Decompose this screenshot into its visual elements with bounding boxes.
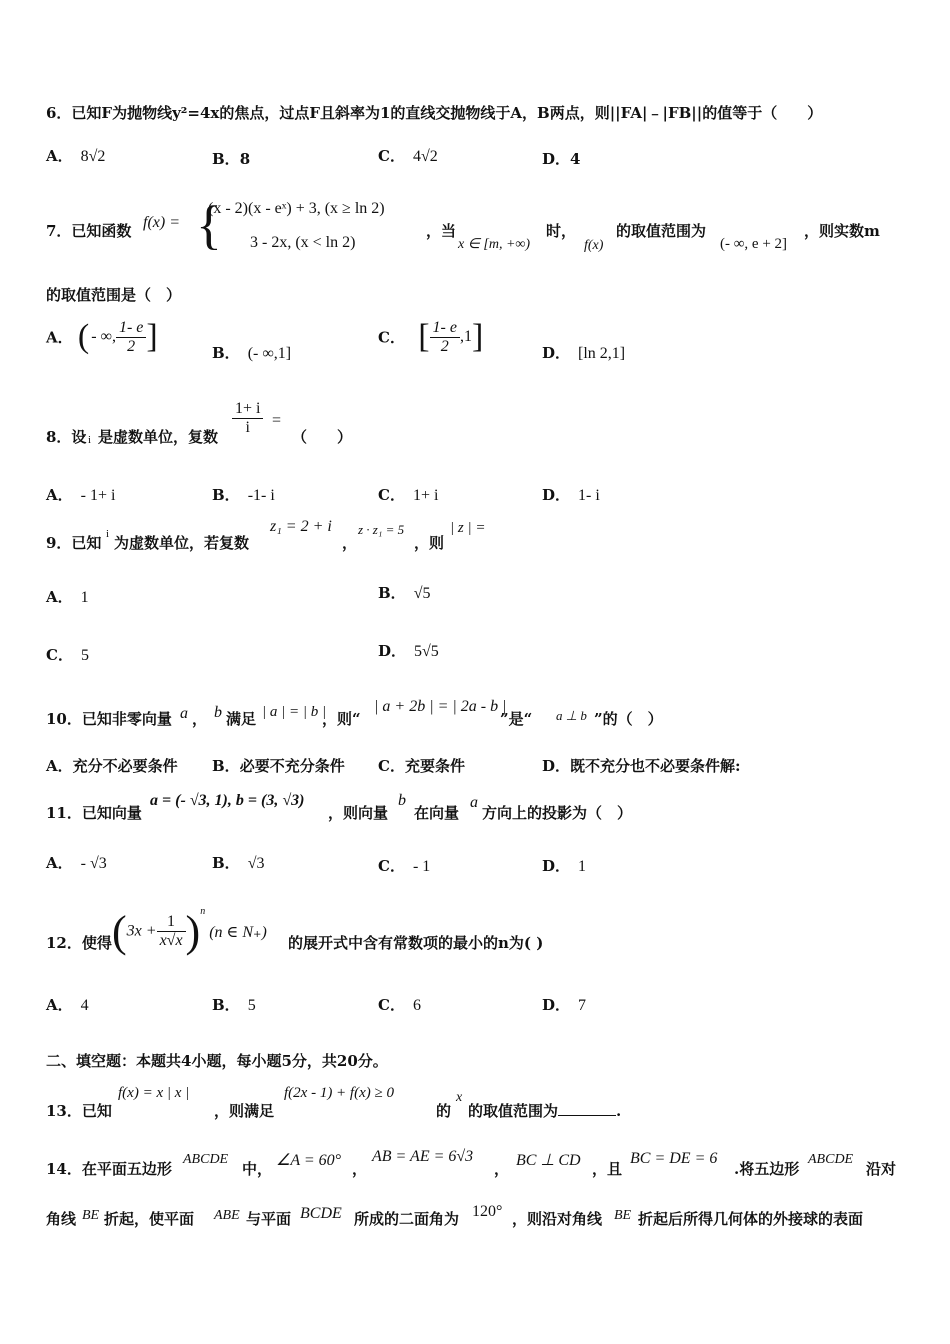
q11-option-b[interactable]: B． √3 [212,854,265,872]
q11-option-d[interactable]: D． 1 [542,857,587,875]
q9-option-c[interactable]: C． 5 [46,646,89,664]
q8-equals: = [272,412,282,429]
q9-option-d[interactable]: D． 5√5 [378,642,439,660]
q14-comma-3: ，且 [592,1160,623,1178]
q13-tail: 的取值范围为 . [468,1102,622,1120]
q14-line2-b: 折起，使平面 [104,1210,195,1228]
question-7-prefix: 7．已知函数 [46,222,132,240]
q12-option-d[interactable]: D． 7 [542,996,587,1014]
question-8-prefix: 8．设 [46,428,87,446]
q7-option-a[interactable]: A． ( - ∞, $\frac{1- e}{2}$ ] [46,318,158,355]
q7-case-2: 3 - 2x, (x < ln 2) [250,234,356,251]
q13-mid2: 的 [436,1102,452,1120]
q14-line2-a: 角线 [46,1210,77,1228]
question-14-prefix: 14．在平面五边形 [46,1160,172,1178]
q14-perp: BC ⊥ CD [516,1152,581,1169]
q7-case-1: (x - 2)(x - eˣ) + 3, (x ≥ ln 2) [208,200,385,217]
q11-mid: ，则向量 [328,804,389,822]
q12-option-c[interactable]: C． 6 [378,996,421,1014]
q12-fraction: $\frac{1}{x√x}$ [157,913,186,950]
q14-bcde: BCDE [300,1205,342,1222]
q14-poly: ABCDE [183,1152,229,1167]
q10-expression: | a + 2b | = | 2a - b | [374,698,507,715]
q14-mid2: .将五边形 [734,1160,800,1178]
q7-option-d[interactable]: D． [ln 2,1] [542,344,626,362]
q11-tail: 方向上的投影为（ ） [482,804,633,822]
q13-x: x [456,1090,463,1105]
q10-option-a[interactable]: A．充分不必要条件 [46,757,178,775]
q10-a: a [180,705,188,722]
q8-option-c[interactable]: C． 1+ i [378,486,439,504]
q7-a-fraction: $\frac{1- e}{2}$ [116,319,146,356]
q7-range: (- ∞, e + 2] [720,236,788,252]
q14-tail-1: 沿对 [866,1160,897,1178]
q10-perp: a ⊥ b [556,708,587,723]
q10-condition: | a | = | b | [262,704,327,720]
q9-z1: z₁ = 2 + i [270,518,332,535]
q11-vectors: a = (- √3, 1), b = (3, √3) [150,792,305,809]
q10-is: ”是“ [500,710,533,728]
q6-option-c[interactable]: C． 4√2 [378,147,438,165]
q9-product: z · z₁ = 5 [358,522,405,537]
q6-option-d[interactable]: D．4 [542,150,581,168]
q13-mid: ，则满足 [214,1102,275,1120]
q14-be: BE [82,1208,100,1223]
q9-option-a[interactable]: A． 1 [46,588,89,606]
q8-option-d[interactable]: D． 1- i [542,486,600,504]
q7-brace: { [196,195,222,255]
q14-bc: BC = DE = 6 [630,1150,718,1167]
q11-a: a [470,794,478,811]
q14-line2-e: ，则沿对角线 [512,1210,603,1228]
q9-tail: ，则 [414,534,445,552]
q14-mid1: 中， [242,1160,273,1178]
q14-ab: AB = AE = 6√3 [372,1148,474,1165]
q10-option-b[interactable]: B．必要不充分条件 [212,757,345,775]
q9-mid: 为虚数单位，若复数 [114,534,250,552]
q14-be-2: BE [614,1208,632,1223]
question-6-text: 6．已知F为抛物线y²=4x的焦点，过点F且斜率为1的直线交抛物线于A，B两点，则||FA|﹣|FB||的值等于（ ） [46,104,823,122]
q6-option-b[interactable]: B．8 [212,150,251,168]
q14-line2-f: 折起后所得几何体的外接球的表面 [638,1210,864,1228]
q11-b: b [398,792,406,809]
q14-abe: ABE [214,1208,240,1223]
q12-tail: 的展开式中含有常数项的最小的n为( ) [288,934,544,952]
question-10-prefix: 10．已知非零向量 [46,710,172,728]
q7-tail: ，则实数m [804,222,880,240]
section-2-heading: 二、填空题：本题共4小题，每小题5分，共20分。 [46,1052,388,1070]
q8-fraction: $\frac{1+ i}{i}$ [232,400,263,437]
q10-option-c[interactable]: C．充要条件 [378,757,465,775]
q11-mid2: 在向量 [414,804,460,822]
q10-tail: ”的（ ） [594,710,663,728]
q14-comma-2: ， [494,1160,510,1178]
q12-expression: (3x + $\frac{1}{x√x}$ )$^n$(n ∈ N₊) [112,906,267,956]
q7-range-text: 的取值范围为 [616,222,707,240]
q10-option-d[interactable]: D．既不充分也不必要条件解: [542,757,741,775]
q13-inequality: f(2x - 1) + f(x) ≥ 0 [284,1085,394,1101]
q7-option-c[interactable]: C． [ $\frac{1- e}{2}$ ,1] [378,318,484,355]
q7-c-fraction: $\frac{1- e}{2}$ [430,319,460,356]
q6-option-a[interactable]: A． 8√2 [46,147,106,165]
q10-comma: ， [192,710,208,728]
q11-option-a[interactable]: A． - √3 [46,854,107,872]
q8-option-a[interactable]: A． - 1+ i [46,486,116,504]
q10-b: b [214,704,222,721]
question-9-prefix: 9．已知 [46,534,102,552]
q7-fx: f(x) = [143,214,180,231]
q14-line2-c: 与平面 [246,1210,292,1228]
question-11-prefix: 11．已知向量 [46,804,142,822]
q9-abs: | z | = [450,520,486,536]
q8-tail: （ ） [292,428,353,446]
q7-time: 时， [546,222,577,240]
q9-comma: ， [342,534,358,552]
q14-comma-1: ， [352,1160,368,1178]
q14-deg: 120° [472,1203,503,1220]
q12-option-b[interactable]: B． 5 [212,996,256,1014]
q7-fx2: f(x) [584,238,604,253]
q14-poly-2: ABCDE [808,1152,854,1167]
q8-i: i [88,434,92,446]
q9-i: i [106,528,110,540]
q7-when: ，当 [426,222,457,240]
q12-option-a[interactable]: A． 4 [46,996,89,1014]
q8-mid: 是虚数单位，复数 [98,428,219,446]
q9-option-b[interactable]: B． √5 [378,584,431,602]
q13-fx: f(x) = x | x | [118,1085,190,1101]
q13-answer-blank[interactable] [558,1101,616,1116]
q11-option-c[interactable]: C． - 1 [378,857,431,875]
q10-mid: 满足 [226,710,257,728]
question-12-prefix: 12．使得 [46,934,112,952]
q10-then: ，则“ [322,710,361,728]
q7-option-b[interactable]: B． (- ∞,1] [212,344,292,362]
q8-option-b[interactable]: B． -1- i [212,486,275,504]
question-13-prefix: 13．已知 [46,1102,112,1120]
q14-line2-d: 所成的二面角为 [354,1210,460,1228]
q14-angle: ∠A = 60° [276,1152,342,1169]
question-7-line2: 的取值范围是（ ） [46,286,182,304]
q7-domain: x ∈ [m, +∞) [458,237,531,252]
